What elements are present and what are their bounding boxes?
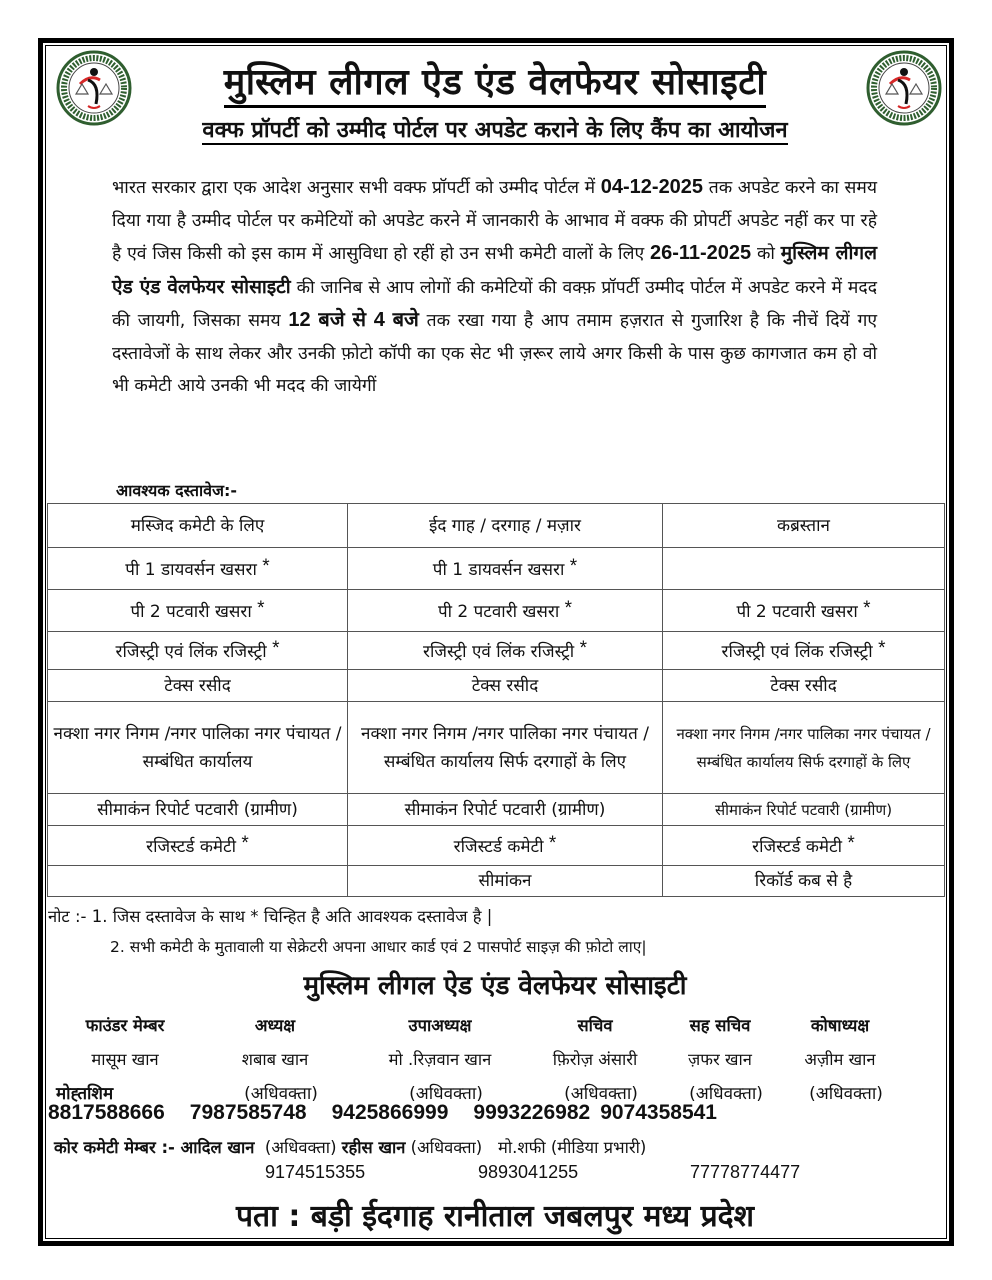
table-cell: रजिस्ट्री एवं लिंक रजिस्ट्री * <box>663 632 945 670</box>
required-documents-label: आवश्यक दस्तावेज:- <box>116 481 237 500</box>
phone-number: 77778774477 <box>690 1162 801 1182</box>
phone-number: 8817588666 <box>48 1101 165 1124</box>
camp-date: 26-11-2025 <box>649 242 752 264</box>
member-title: (अधिवक्ता) <box>244 1083 318 1104</box>
table-cell: पी 2 पटवारी खसरा * <box>348 590 663 632</box>
role-label: सह सचिव <box>689 1015 751 1035</box>
table-row <box>48 866 945 897</box>
table-row <box>48 794 945 826</box>
member-title: (अधिवक्ता) <box>564 1083 638 1104</box>
phone-number: 9893041255 <box>478 1162 579 1182</box>
table-cell: रजिस्टर्ड कमेटी * <box>348 826 663 866</box>
table-cell: नक्शा नगर निगम /नगर पालिका नगर पंचायत / सम्बंधित कार्यालय सिर्फ दरगाहों के लिए <box>348 702 663 794</box>
office-bearers <box>50 1007 930 1109</box>
table-cell: सीमाकंन रिपोर्ट पटवारी (ग्रामीण) <box>348 794 663 826</box>
member-name: ज़फर खान <box>688 1049 752 1069</box>
role-label: फाउंडर मेम्बर <box>85 1015 165 1035</box>
note-1: नोट :- 1. जिस दस्तावेज के साथ * चिन्हित है अति आवश्यक दस्तावेज है | <box>48 907 493 926</box>
required-marker: * <box>262 556 270 577</box>
table-row <box>48 702 945 794</box>
notes-section <box>48 902 647 962</box>
table-cell: पी 1 डायवर्सन खसरा * <box>348 548 663 590</box>
member-title: (अधिवक्ता) <box>809 1083 883 1104</box>
table-cell: नक्शा नगर निगम /नगर पालिका नगर पंचायत / सम्बंधित कार्यालय सिर्फ दरगाहों के लिए <box>663 702 945 794</box>
table-cell: सीमाकंन रिपोर्ट पटवारी (ग्रामीण) <box>663 794 945 826</box>
required-marker: * <box>847 833 855 854</box>
roles-row <box>50 1007 930 1041</box>
camp-time: 12 बजे से 4 बजे <box>288 309 419 331</box>
table-cell: पी 1 डायवर्सन खसरा * <box>48 548 348 590</box>
table-cell: सीमाकंन रिपोर्ट पटवारी (ग्रामीण) <box>48 794 348 826</box>
table-cell: सीमांकन <box>348 866 663 897</box>
phone-number: 9993226982 <box>473 1101 591 1124</box>
office-bearer-phones <box>48 1101 742 1125</box>
table-cell: रजिस्ट्री एवं लिंक रजिस्ट्री * <box>348 632 663 670</box>
member-name: अज़ीम खान <box>804 1049 876 1069</box>
table-cell <box>663 548 945 590</box>
required-marker: * <box>548 833 557 854</box>
member-name: फ़िरोज़ अंसारी <box>552 1049 638 1069</box>
table-cell <box>48 866 348 897</box>
required-marker: * <box>564 598 573 619</box>
required-marker: * <box>569 556 578 577</box>
page-subtitle: वक्फ प्रॉपर्टी को उम्मीद पोर्टल पर अपडेट कराने के लिए कैंप का आयोजन <box>202 118 788 143</box>
society-name-inline: मुस्लिम लीगल ऐड एंड वेलफेयर सोसाइटी <box>112 242 877 298</box>
table-cell: रजिस्टर्ड कमेटी * <box>663 826 945 866</box>
intro-paragraph: भारत सरकार द्वारा एक आदेश अनुसार सभी वक्फ प्रॉपर्टी को उम्मीद पोर्टल में 04-12-2025 तक अपडेट करने का समय दिया गया है उम्मीद पोर्टल पर कमेटियों को अपडेट करने में जानकारी के आभाव में वक्फ की प्रोपर्टी अपडेट नहीं कर पा रहे है एवं जिस किसी को इस काम में आसुविधा हो रहीं हो उन सभी कमेटी वालों के लिए 26-11-2025 को मुस्लिम लीगल ऐड एंड वेलफेयर सोसाइटी की जानिब से आप लोगों की कमेटियों की वक्फ़ प्रॉपर्टी उम्मीद पोर्टल में अपडेट करने में मदद की जायगी, जिसका समय 12 बजे से 4 बजे तक रखा गया है आप तमाम हज़रात से गुजारिश है कि नीचें दियें गए दस्तावेजों के साथ लेकर और उनकी फ़ोटो कॉपी का एक सेट भी ज़रूर लाये अगर किसी के पास कुछ कागजात कम हो वो भी कमेटी आये उनकी भी मदद की जायेगीं <box>112 176 878 396</box>
member-name: मासूम खान <box>91 1049 159 1069</box>
required-marker: * <box>579 638 587 659</box>
society-name-heading: मुस्लिम लीगल ऐड एंड वेलफेयर सोसाइटी <box>303 971 687 1001</box>
table-cell: रजिस्टर्ड कमेटी * <box>48 826 348 866</box>
phone-number: 9425866999 <box>331 1101 449 1124</box>
table-cell: रजिस्ट्री एवं लिंक रजिस्ट्री * <box>48 632 348 670</box>
required-marker: * <box>257 598 265 619</box>
role-label: अध्यक्ष <box>254 1015 296 1035</box>
table-row <box>48 826 945 866</box>
table-row <box>48 670 945 702</box>
table-cell: टेक्स रसीद <box>348 670 663 702</box>
table-cell: रिकॉर्ड कब से है <box>663 866 945 897</box>
role-label: कोषाध्यक्ष <box>810 1015 870 1035</box>
role-label: सचिव <box>577 1015 613 1035</box>
required-marker: * <box>241 833 249 854</box>
member-name: मो .रिज़वान खान <box>388 1049 492 1069</box>
phone-number: 9074358541 <box>600 1101 717 1124</box>
table-cell: पी 2 पटवारी खसरा * <box>663 590 945 632</box>
table-header-row <box>48 504 945 548</box>
phone-number: 7987585748 <box>189 1101 307 1124</box>
table-row <box>48 632 945 670</box>
table-cell: नक्शा नगर निगम /नगर पालिका नगर पंचायत / सम्बंधित कार्यालय <box>48 702 348 794</box>
table-row <box>48 548 945 590</box>
required-marker: * <box>863 598 871 619</box>
core-committee-phones <box>265 1162 800 1183</box>
table-cell: टेक्स रसीद <box>663 670 945 702</box>
documents-table <box>47 503 945 897</box>
column-header: कब्रस्तान <box>663 504 945 548</box>
member-title: मोह्तशिम <box>56 1083 114 1104</box>
required-marker: * <box>878 638 886 659</box>
names-row <box>50 1041 930 1075</box>
column-header: ईद गाह / दरगाह / मज़ार <box>348 504 663 548</box>
core-committee: कोर कमेटी मेम्बर :- आदिल खान (अधिवक्ता) रहीस खान (अधिवक्ता) मो.शफी (मीडिया प्रभारी) <box>54 1138 647 1157</box>
column-header: मस्जिद कमेटी के लिए <box>48 504 348 548</box>
deadline-date: 04-12-2025 <box>600 176 704 198</box>
table-row <box>48 590 945 632</box>
member-title: (अधिवक्ता) <box>689 1083 763 1104</box>
member-name: शबाब खान <box>241 1049 309 1069</box>
role-label: उपाअध्यक्ष <box>408 1015 472 1035</box>
required-marker: * <box>272 638 280 659</box>
table-cell: टेक्स रसीद <box>48 670 348 702</box>
page-title: मुस्लिम लीगल ऐड एंड वेलफेयर सोसाइटी <box>150 56 840 105</box>
table-cell: पी 2 पटवारी खसरा * <box>48 590 348 632</box>
member-title: (अधिवक्ता) <box>409 1083 483 1104</box>
phone-number: 9174515355 <box>265 1162 366 1182</box>
address: पता : बड़ी ईदगाह रानीताल जबलपुर मध्य प्रदेश <box>236 1199 754 1234</box>
note-2: 2. सभी कमेटी के मुतावाली या सेक्रेटरी अपना आधार कार्ड एवं 2 पासपोर्ट साइज़ की फ़ोटो लाए| <box>110 938 647 956</box>
